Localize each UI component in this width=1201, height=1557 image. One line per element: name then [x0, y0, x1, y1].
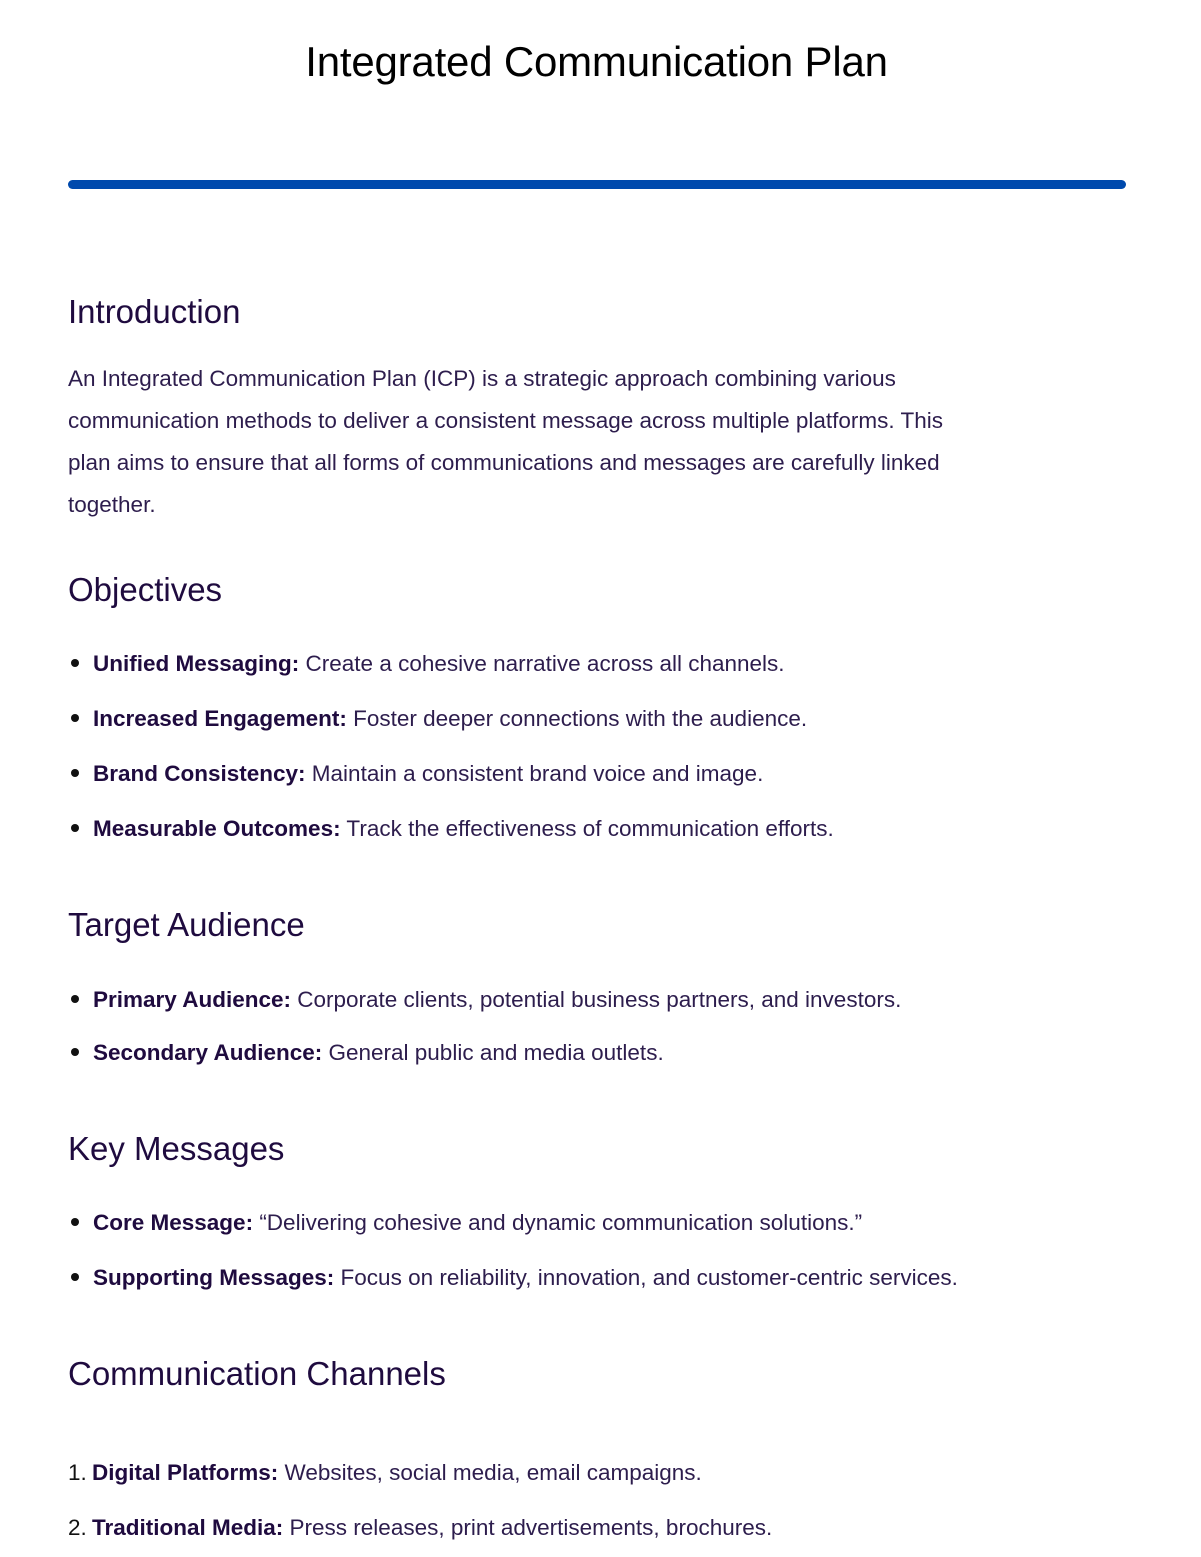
- list-item: Core Message: “Delivering cohesive and dynamic communication solutions.”: [68, 1210, 862, 1236]
- list-item: Secondary Audience: General public and media outlets.: [68, 1040, 664, 1066]
- bullet-icon: [71, 1273, 79, 1281]
- intro-line: An Integrated Communication Plan (ICP) is a strategic approach combining various: [68, 366, 896, 391]
- objectives-heading: Objectives: [68, 571, 223, 608]
- bullet-icon: [71, 659, 79, 667]
- bullet-icon: [71, 995, 79, 1003]
- bullet-icon: [71, 714, 79, 722]
- title-divider: [68, 180, 1126, 189]
- list-item: Brand Consistency: Maintain a consistent brand voice and image.: [68, 761, 763, 787]
- list-item: Increased Engagement: Foster deeper connections with the audience.: [68, 706, 807, 732]
- bullet-icon: [71, 824, 79, 832]
- list-item: 2. Traditional Media: Press releases, print advertisements, brochures.: [68, 1515, 773, 1540]
- bullet-icon: [71, 1048, 79, 1056]
- communication-channels-heading: Communication Channels: [68, 1355, 446, 1392]
- list-item: Unified Messaging: Create a cohesive narrative across all channels.: [68, 651, 785, 677]
- key-messages-heading: Key Messages: [68, 1130, 285, 1167]
- list-item: Measurable Outcomes: Track the effectiveness of communication efforts.: [68, 816, 834, 842]
- introduction-heading: Introduction: [68, 293, 241, 330]
- list-item: Supporting Messages: Focus on reliability, innovation, and customer-centric services.: [68, 1265, 958, 1291]
- target-audience-heading: Target Audience: [68, 906, 305, 943]
- bullet-icon: [71, 769, 79, 777]
- list-item: Primary Audience: Corporate clients, potential business partners, and investors.: [68, 987, 901, 1013]
- list-item: 1. Digital Platforms: Websites, social media, email campaigns.: [68, 1460, 702, 1485]
- intro-line: communication methods to deliver a consistent message across multiple platforms. This: [68, 408, 943, 433]
- document-title: Integrated Communication Plan: [305, 38, 888, 85]
- intro-line: plan aims to ensure that all forms of communications and messages are carefully linked: [68, 450, 940, 475]
- bullet-icon: [71, 1218, 79, 1226]
- intro-line: together.: [68, 492, 156, 517]
- introduction-paragraph: [68, 358, 1108, 526]
